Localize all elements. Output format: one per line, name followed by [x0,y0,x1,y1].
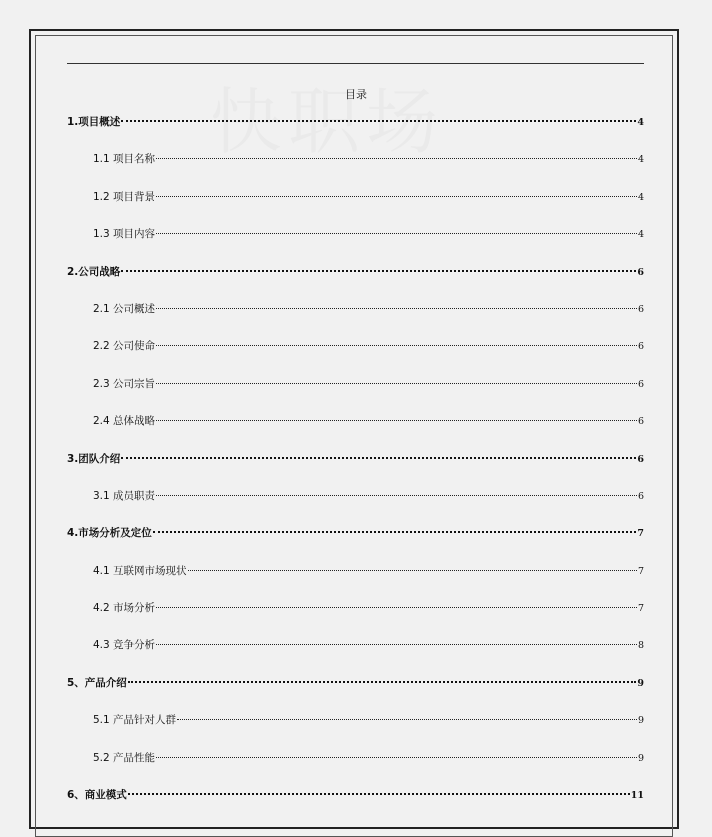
toc-page-number: 4 [637,191,644,203]
toc-section-link[interactable] [67,225,644,262]
toc-entry-text: 2.3 公司宗旨 [93,377,156,390]
toc-entry-text: 1.项目概述 [67,116,121,128]
toc-page-number: 6 [637,266,644,278]
toc-dot-leader [121,120,636,122]
toc-dot-leader [188,570,637,571]
toc-chapter-link[interactable] [67,450,644,487]
toc-page-number: 6 [637,453,644,465]
toc-page-number: 7 [637,528,644,540]
toc-section-link[interactable] [67,150,644,187]
toc-page-number: 6 [637,378,644,390]
toc-dot-leader [156,158,637,159]
toc-section-link[interactable] [67,599,644,636]
toc-entry-text: 1.2 项目背景 [93,190,156,203]
toc-dot-leader [156,383,637,384]
toc-section-link[interactable] [67,300,644,337]
toc-entry-text: 1.1 项目名称 [93,153,156,166]
toc-dot-leader [128,681,637,683]
toc-page-number: 4 [637,117,644,128]
toc-dot-leader [177,719,637,720]
toc-page-number: 11 [630,790,644,802]
toc-section-link[interactable] [67,412,644,449]
toc-page-number: 9 [637,715,644,727]
toc-entry-text: 2.1 公司概述 [93,302,156,315]
toc-dot-leader [156,233,637,234]
toc-entry-text: 5、产品介绍 [67,676,127,689]
toc-section-link[interactable] [67,487,644,524]
toc-dot-leader [156,757,637,758]
toc-entry-text: 2.2 公司使命 [93,340,156,353]
toc-entry-text: 3.1 成员职责 [93,489,156,502]
toc-page-number: 4 [637,154,644,166]
toc-chapter-link[interactable] [67,674,644,711]
toc-page-number: 8 [637,640,644,652]
toc-section-link[interactable] [67,711,644,748]
toc-entry-text: 4.2 市场分析 [93,602,156,615]
toc-page-number: 7 [637,565,644,577]
toc-chapter-link[interactable] [67,263,644,300]
toc-dot-leader [128,793,630,795]
toc-chapter-link[interactable] [67,113,644,150]
toc-entry-text: 4.1 互联网市场现状 [93,564,187,577]
toc-page-number: 6 [637,490,644,502]
toc-entry-text: 4.3 竞争分析 [93,639,156,652]
toc-dot-leader [156,420,637,421]
toc-dot-leader [121,270,636,272]
toc-page-number: 6 [637,341,644,353]
toc-page-number: 6 [637,416,644,428]
toc-entry-text: 6、商业模式 [67,789,127,802]
toc-dot-leader [121,457,636,459]
toc-title: 目录 [345,88,367,101]
toc-entry-text: 5.2 产品性能 [93,751,156,764]
toc-dot-leader [156,607,637,608]
toc-dot-leader [156,345,637,346]
toc-dot-leader [156,308,637,309]
toc-page-number: 9 [637,752,644,764]
toc-dot-leader [156,196,637,197]
toc-section-link[interactable] [67,749,644,786]
toc-entry-text: 5.1 产品针对人群 [93,714,177,727]
toc-chapter-link[interactable] [67,524,644,561]
toc-entry-text: 4.市场分析及定位 [67,527,152,540]
toc-entry-text: 2.公司战略 [67,265,121,278]
toc-section-link[interactable] [67,636,644,673]
toc-section-link[interactable] [67,375,644,412]
toc-entry-text: 2.4 总体战略 [93,415,156,428]
toc-dot-leader [153,531,637,533]
toc-section-link[interactable] [67,562,644,599]
toc-section-link[interactable] [67,188,644,225]
toc-page-number: 7 [637,603,644,615]
toc-dot-leader [156,644,637,645]
toc-entry-text: 3.团队介绍 [67,452,121,465]
toc-section-link[interactable] [67,337,644,374]
toc-page-number: 9 [637,677,644,689]
toc-dot-leader [156,495,637,496]
toc-page-number: 6 [637,303,644,315]
toc-page-number: 4 [637,229,644,241]
toc-entry-text: 1.3 项目内容 [93,228,156,241]
table-of-contents [67,113,644,823]
